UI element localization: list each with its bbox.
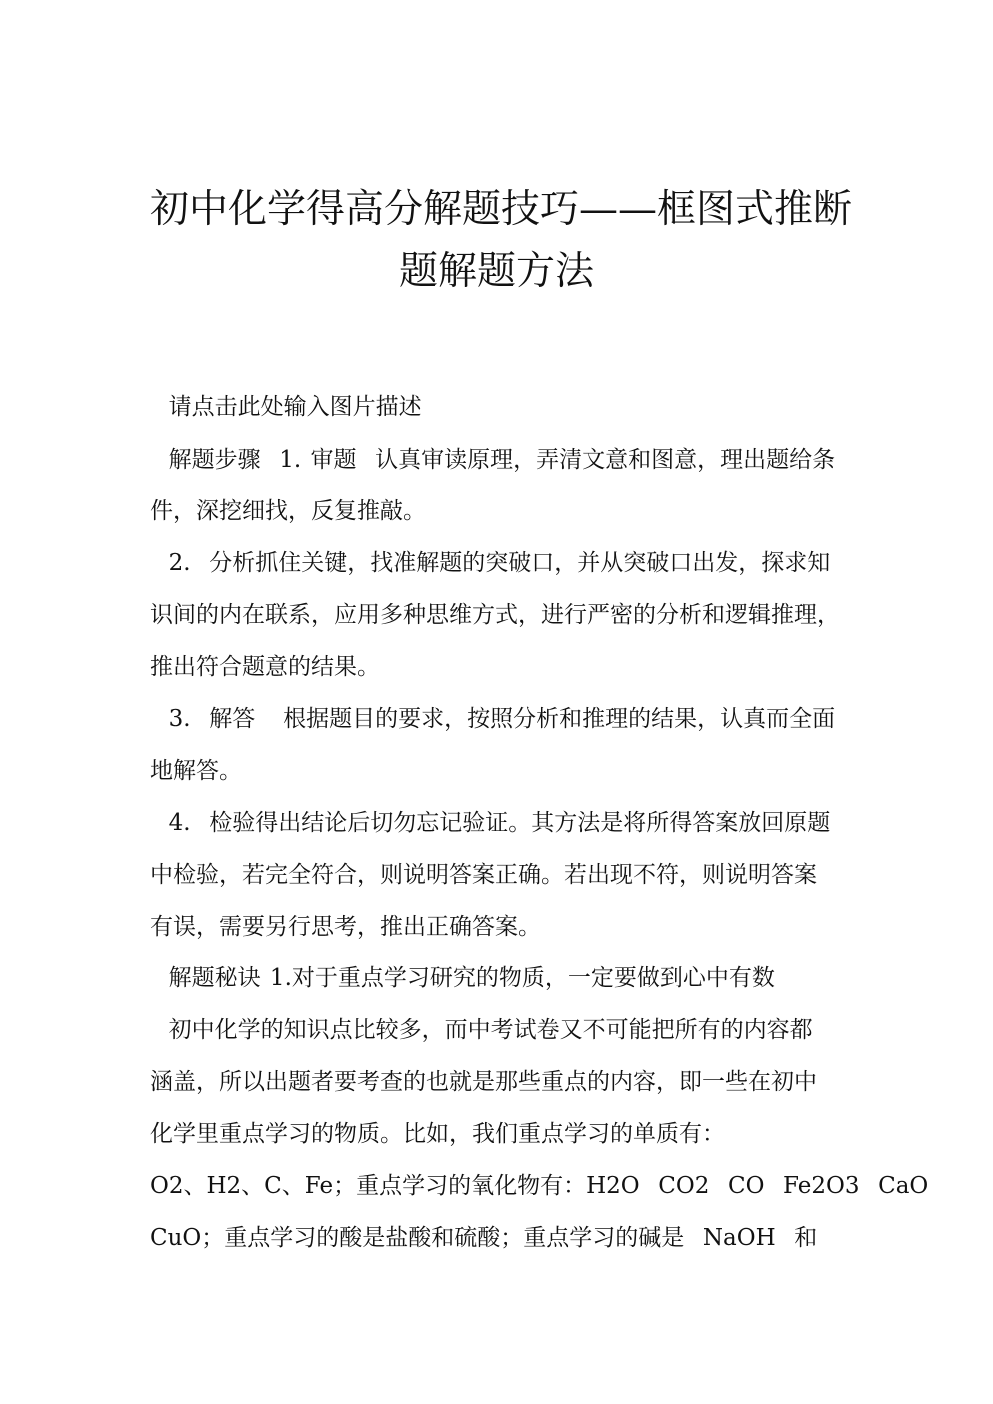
body-line: 3. 解答 根据题目的要求，按照分析和推理的结果，认真而全面 xyxy=(150,706,836,732)
body-line: 解题步骤 1. 审题 认真审读原理，弄清文意和图意，理出题给条 xyxy=(150,447,836,473)
body-line: 4. 检验得出结论后切勿忘记验证。其方法是将所得答案放回原题 xyxy=(150,810,831,836)
body-line: 识间的内在联系，应用多种思维方式，进行严密的分析和逻辑推理， xyxy=(150,602,840,628)
body-line: 2. 分析抓住关键，找准解题的突破口，并从突破口出发，探求知 xyxy=(150,550,831,576)
document-title-line-1: 初中化学得高分解题技巧——框图式推断 xyxy=(150,187,853,232)
body-line: 请点击此处输入图片描述 xyxy=(150,394,422,420)
body-line: 化学里重点学习的物质。比如，我们重点学习的单质有： xyxy=(150,1121,725,1147)
body-line: CuO；重点学习的酸是盐酸和硫酸；重点学习的碱是 NaOH 和 xyxy=(150,1225,818,1251)
body-line: 有误，需要另行思考，推出正确答案。 xyxy=(150,914,541,940)
document-title-line-2: 题解题方法 xyxy=(398,249,594,294)
body-line: 推出符合题意的结果。 xyxy=(150,654,380,680)
body-line: 初中化学的知识点比较多，而中考试卷又不可能把所有的内容都 xyxy=(150,1017,813,1043)
body-line: O2、H2、C、Fe；重点学习的氧化物有：H2O CO2 CO Fe2O3 CaO xyxy=(150,1173,929,1199)
body-line: 涵盖，所以出题者要考查的也就是那些重点的内容，即一些在初中 xyxy=(150,1069,817,1095)
body-line: 件，深挖细找，反复推敲。 xyxy=(150,498,426,524)
body-line: 地解答。 xyxy=(150,758,242,784)
body-line: 中检验，若完全符合，则说明答案正确。若出现不符，则说明答案 xyxy=(150,862,817,888)
body-line: 解题秘诀 1.对于重点学习研究的物质，一定要做到心中有数 xyxy=(150,965,775,991)
